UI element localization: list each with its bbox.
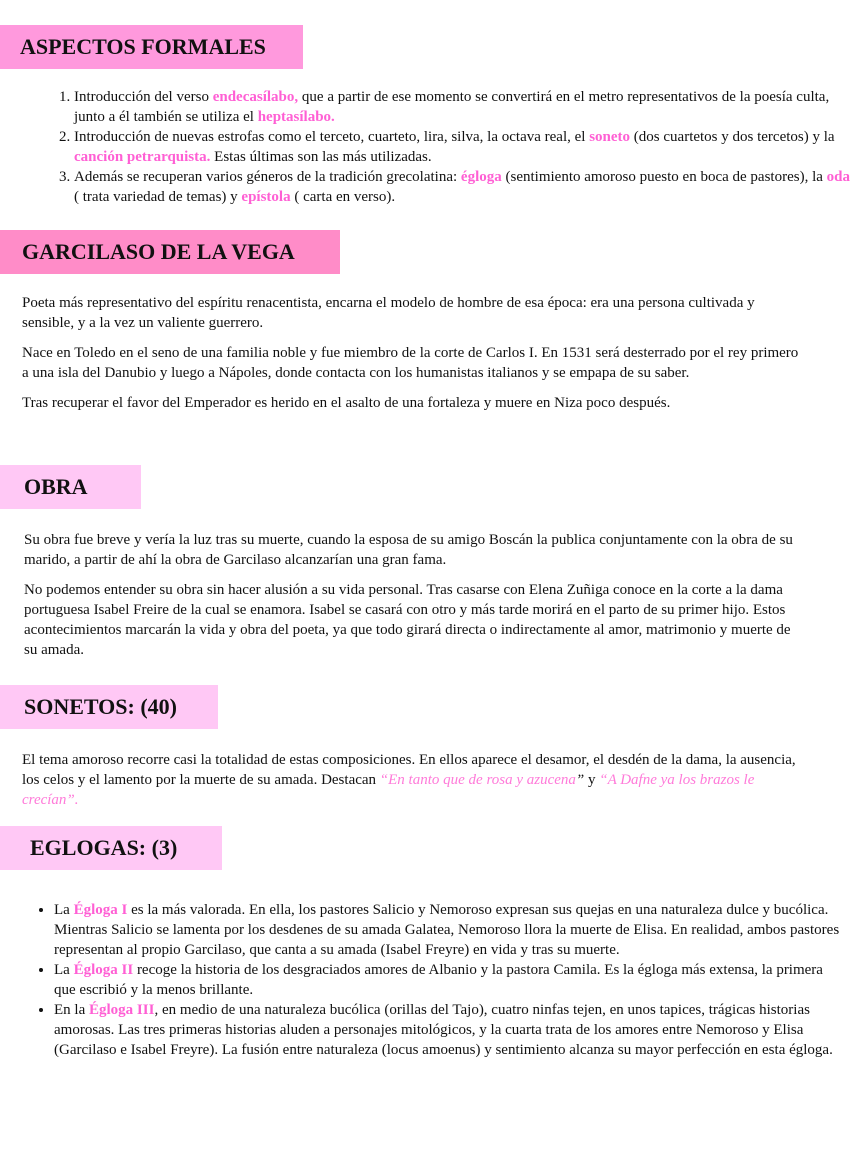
keyword-egloga-iii: Égloga III — [89, 1002, 155, 1018]
keyword-epistola: epístola — [241, 189, 291, 205]
paragraph: Poeta más representativo del espíritu renacentista, encarna el modelo de hombre de esa época: era una persona cultivada y sensible, y a la vez un valiente guerrero. — [22, 295, 755, 331]
list-item: • La Égloga II recoge la historia de los desgraciados amores de Albanio y la pastora Camila. Es la égloga más extensa, la primera que escribió y la menos brillante. — [54, 960, 844, 1000]
list-item: • La Égloga I es la más valorada. En ella, los pastores Salicio y Nemoroso expresan sus quejas en una naturaleza dulce y bucólica. Mientras Salicio se lamenta por los desdenes de su amada Galatea, Nemoroso llora la muerte de Elisa. En realidad, ambos pastores representan al propio Garcilaso, que canta a su amada (Isabel Freyre) en vida y tras su muerte. — [54, 900, 844, 960]
keyword-cancion-petrarquista: canción petrarquista. — [74, 149, 211, 165]
obra-body — [24, 530, 806, 670]
keyword-endecasilabo: endecasílabo, — [212, 89, 299, 105]
list-item: • En la Égloga III, en medio de una naturaleza bucólica (orillas del Tajo), cuatro ninfas tejen, en unos tapices, trágicas historias amorosas. Las tres primeras historias aluden a personajes mitológicos, y la cuarta trata de los amores entre Nemoroso y Elisa (Garcilaso e Isabel Freyre). La fusión entre naturaleza (locus amoenus) y sentimiento alcanza su mayor perfección en esta égloga. — [54, 1000, 844, 1060]
heading-text: ASPECTOS FORMALES — [20, 34, 266, 59]
quote-a-dafne: “A Dafne ya los brazos le crecían”. — [22, 772, 755, 808]
section-heading-garcilaso — [0, 230, 340, 274]
keyword-egloga: égloga — [460, 169, 502, 185]
list-item: 2. Introducción de nuevas estrofas como el terceto, cuarteto, lira, silva, la octava real, el soneto (dos cuartetos y dos tercetos) y la canción petrarquista. Estas últimas son las más utilizadas. — [74, 127, 850, 167]
paragraph: No podemos entender su obra sin hacer alusión a su vida personal. Tras casarse con Elena Zuñiga conoce en la corte a la dama portuguesa Isabel Freire de la cual se enamora. Isabel se casará con otro y más tarde morirá en el parto de su primer hijo. Estos acontecimientos marcarán la vida y obra del poeta, ya que todo girará directa o indirectamente al amor, matrimonio y muerte de su amada. — [24, 582, 791, 658]
paragraph: Tras recuperar el favor del Emperador es herido en el asalto de una fortaleza y muere en Niza poco después. — [22, 395, 671, 411]
paragraph: El tema amoroso recorre casi la totalidad de estas composiciones. En ellos aparece el desamor, el desdén de la dama, la ausencia, los celos y el lamento por la muerte de su amada. Destacan “En tanto que de rosa y azucena” y “A Dafne ya los brazos le crecían”. — [22, 752, 796, 808]
heading-text: GARCILASO DE LA VEGA — [22, 239, 295, 264]
section-heading-aspectos-formales — [0, 25, 303, 69]
keyword-soneto: soneto — [589, 129, 631, 145]
sonetos-body — [22, 750, 806, 820]
aspectos-list — [30, 87, 850, 207]
keyword-egloga-ii: Égloga II — [73, 962, 134, 978]
keyword-egloga-i: Égloga I — [73, 902, 128, 918]
section-heading-obra — [0, 465, 141, 509]
paragraph: Nace en Toledo en el seno de una familia noble y fue miembro de la corte de Carlos I. En 1531 será desterrado por el rey primero a una isla del Danubio y luego a Nápoles, donde contacta con los humanistas italianos y se empapa de su saber. — [22, 345, 799, 381]
heading-text: OBRA — [24, 474, 88, 499]
section-heading-eglogas — [0, 826, 222, 870]
keyword-oda: oda — [826, 169, 850, 185]
heading-text: EGLOGAS: (3) — [30, 835, 178, 860]
quote-en-tanto-que-de-rosa: “En tanto que de rosa y azucena — [379, 772, 576, 788]
paragraph: Su obra fue breve y vería la luz tras su muerte, cuando la esposa de su amigo Boscán la publica conjuntamente con la obra de su marido, a partir de ahí la obra de Garcilaso alcanzarían una gran fama. — [24, 532, 793, 568]
garcilaso-body — [22, 293, 806, 423]
list-item: 1. Introducción del verso endecasílabo, que a partir de ese momento se convertirá en el metro representativos de la poesía culta, junto a él también se utiliza el heptasílabo. — [74, 87, 850, 127]
section-heading-sonetos — [0, 685, 218, 729]
heading-text: SONETOS: (40) — [24, 694, 178, 719]
list-item: 3. Además se recuperan varios géneros de la tradición grecolatina: égloga (sentimiento amoroso puesto en boca de pastores), la oda ( trata variedad de temas) y epístola ( carta en verso). — [74, 167, 850, 207]
eglogas-list — [16, 900, 844, 1060]
keyword-heptasilabo: heptasílabo. — [257, 109, 335, 125]
